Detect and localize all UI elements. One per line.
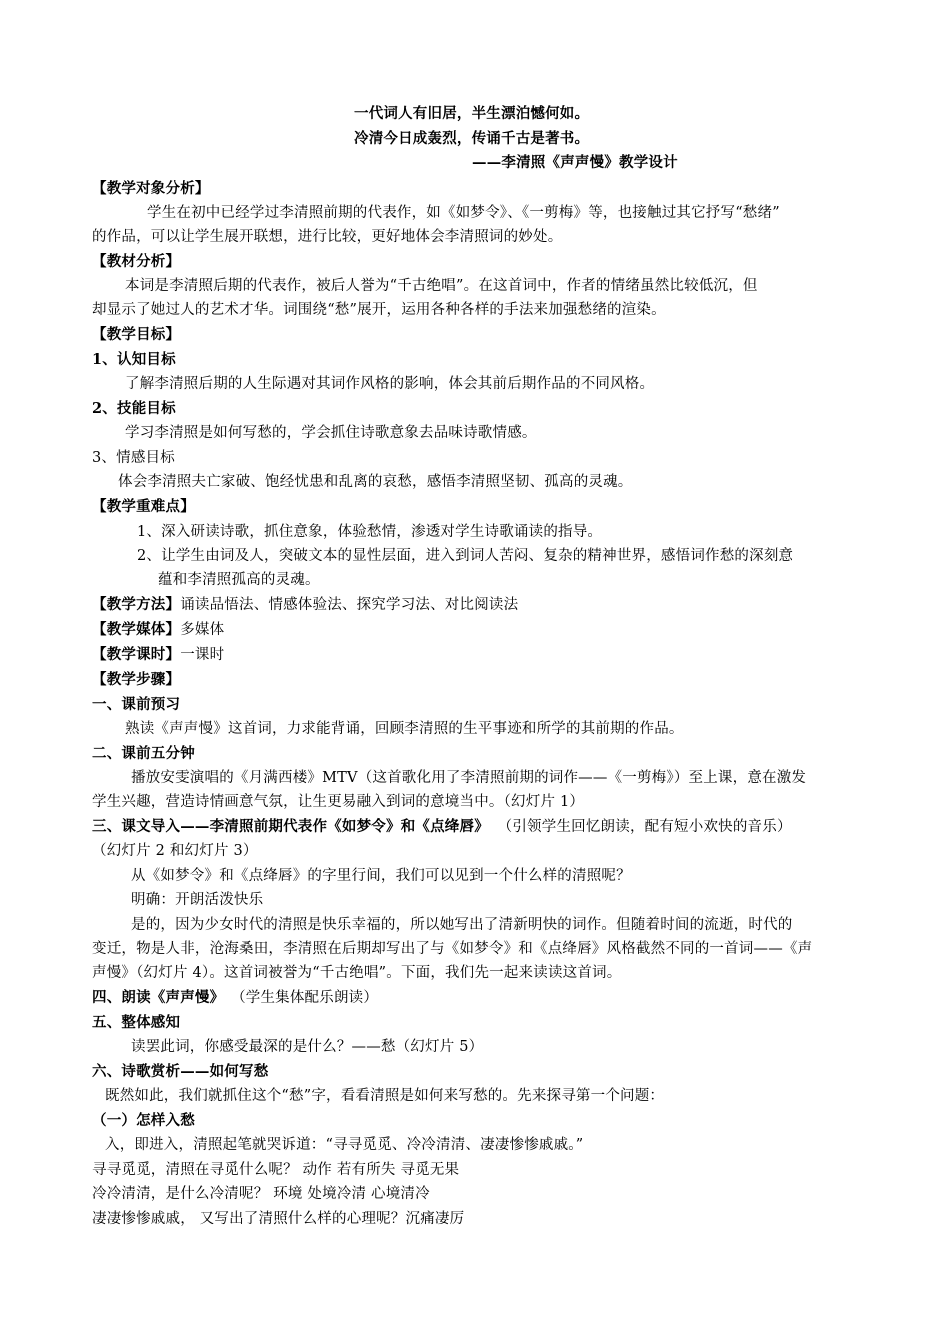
subsection-heading: （一）怎样入愁 xyxy=(92,1112,195,1129)
value-teaching-methods: 诵读品悟法、情感体验法、探究学习法、对比阅读法 xyxy=(180,597,519,613)
step-4-row xyxy=(92,988,378,1008)
heading-teaching-steps: 【教学步骤】 xyxy=(92,671,181,688)
subheading-skill: 2、技能目标 xyxy=(92,400,176,417)
paragraph-line: 变迁，物是人非，沧海桑田，李清照在后期却写出了与《如梦令》和《点绛唇》风格截然不同的一首词——《声 xyxy=(92,941,813,957)
label-teaching-media: 【教学媒体】 xyxy=(92,621,181,638)
paragraph-line: 凄凄惨惨戚戚， 又写出了清照什么样的心理呢？沉痛凄厉 xyxy=(92,1211,465,1227)
paragraph-line: 明确：开朗活泼快乐 xyxy=(131,892,264,908)
step-3-note: （引领学生回忆朗读，配有短小欢快的音乐） xyxy=(504,819,792,835)
heading-student-analysis: 【教学对象分析】 xyxy=(92,180,210,197)
paragraph-line: 本词是李清照后期的代表作，被后人誉为“千古绝唱”。在这首词中，作者的情绪虽然比较低沉，但 xyxy=(125,278,758,294)
teaching-methods-row xyxy=(92,595,518,615)
step-3-heading: 三、课文导入——李清照前期代表作《如梦令》和《点绛唇》 xyxy=(92,818,489,835)
paragraph-line: 学生兴趣，营造诗情画意气氛，让生更易融入到词的意境当中。（幻灯片 1） xyxy=(92,794,585,810)
paragraph-line: 的作品，可以让学生展开联想，进行比较，更好地体会李清照词的妙处。 xyxy=(92,229,563,245)
label-teaching-hours: 【教学课时】 xyxy=(92,646,181,663)
paragraph-line: （幻灯片 2 和幻灯片 3） xyxy=(92,843,258,859)
paragraph-line: 却显示了她过人的艺术才华。词围绕“愁”展开，运用各种各样的手法来加强愁绪的渲染。 xyxy=(92,302,666,318)
paragraph-line: 读罢此词，你感受最深的是什么？——愁（幻灯片 5） xyxy=(131,1039,484,1055)
teaching-media-row xyxy=(92,620,224,640)
paragraph-line: 是的，因为少女时代的清照是快乐幸福的，所以她写出了清新明快的词作。但随着时间的流逝，时代的 xyxy=(131,917,793,933)
paragraph-line: 既然如此，我们就抓住这个“愁”字，看看清照是如何来写愁的。先来探寻第一个问题： xyxy=(105,1088,665,1104)
step-5-heading: 五、整体感知 xyxy=(92,1014,181,1031)
list-item-continued: 蕴和李清照孤高的灵魂。 xyxy=(158,572,320,588)
value-teaching-hours: 一课时 xyxy=(180,647,225,663)
paragraph-line: 播放安雯演唱的《月满西楼》MTV（这首歌化用了李清照前期的词作——《一剪梅》）至上课，意在激发 xyxy=(131,770,807,786)
paragraph-line: 入，即进入，清照起笔就哭诉道：“寻寻觅觅、冷冷清清、凄凄惨惨戚戚。” xyxy=(105,1137,584,1153)
subheading-cognitive: 1、认知目标 xyxy=(92,351,176,368)
paragraph-line: 寻寻觅觅，清照在寻觅什么呢？ 动作 若有所失 寻觅无果 xyxy=(92,1162,460,1178)
paragraph-line: 冷冷清清，是什么冷清呢？ 环境 处境冷清 心境清冷 xyxy=(92,1186,430,1202)
step-1-heading: 一、课前预习 xyxy=(92,696,181,713)
step-4-heading: 四、朗读《声声慢》 xyxy=(92,989,225,1006)
list-item: 2、让学生由词及人，突破文本的显性层面，进入到词人苦闷、复杂的精神世界，感悟词作愁的深刻意 xyxy=(137,548,794,564)
step-3-row xyxy=(92,817,792,837)
title-line-1: 一代词人有旧居，半生漂泊憾何如。 xyxy=(354,105,590,122)
label-teaching-methods: 【教学方法】 xyxy=(92,596,181,613)
title-line-2: 冷清今日成轰烈，传诵千古是著书。 xyxy=(354,130,590,147)
heading-key-points: 【教学重难点】 xyxy=(92,498,195,515)
heading-teaching-goals: 【教学目标】 xyxy=(92,326,181,343)
step-4-note: （学生集体配乐朗读） xyxy=(238,990,379,1006)
paragraph-line: 声慢》（幻灯片 4）。这首词被誉为“千古绝唱”。下面，我们先一起来读读这首词。 xyxy=(92,965,622,981)
list-item: 1、深入研读诗歌，抓住意象，体验愁情，渗透对学生诗歌诵读的指导。 xyxy=(137,524,603,540)
step-6-heading: 六、诗歌赏析——如何写愁 xyxy=(92,1063,269,1080)
subheading-emotion: 3、情感目标 xyxy=(92,450,175,466)
paragraph-line: 学生在初中已经学过李清照前期的代表作，如《如梦令》、《一剪梅》等，也接触过其它抒写“愁绪” xyxy=(147,205,780,221)
step-2-heading: 二、课前五分钟 xyxy=(92,745,195,762)
heading-material-analysis: 【教材分析】 xyxy=(92,253,181,270)
paragraph-line: 学习李清照是如何写愁的，学会抓住诗歌意象去品味诗歌情感。 xyxy=(125,425,537,441)
teaching-hours-row xyxy=(92,645,224,665)
paragraph-line: 从《如梦令》和《点绛唇》的字里行间，我们可以见到一个什么样的清照呢？ xyxy=(131,868,631,884)
paragraph-line: 熟读《声声慢》这首词，力求能背诵，回顾李清照的生平事迹和所学的其前期的作品。 xyxy=(125,721,684,737)
title-subtitle: ——李清照《声声慢》教学设计 xyxy=(472,154,678,171)
paragraph-line: 了解李清照后期的人生际遇对其词作风格的影响，体会其前后期作品的不同风格。 xyxy=(125,376,655,392)
value-teaching-media: 多媒体 xyxy=(180,622,225,638)
paragraph-line: 体会李清照夫亡家破、饱经忧患和乱离的哀愁，感悟李清照坚韧、孤高的灵魂。 xyxy=(118,474,633,490)
